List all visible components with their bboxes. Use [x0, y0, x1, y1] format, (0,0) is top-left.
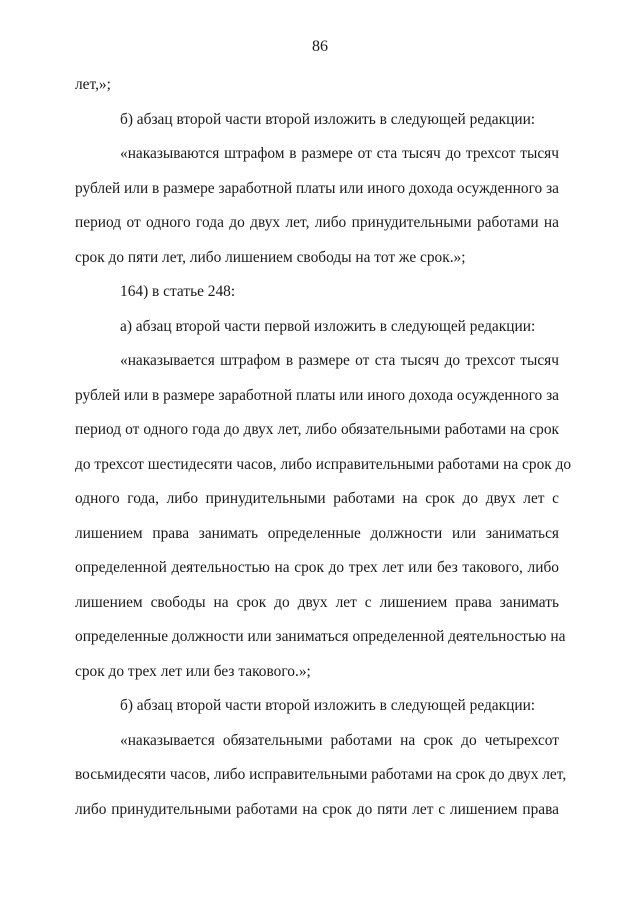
text-line: лишением права занимать определенные должности или заниматься: [75, 524, 559, 542]
text-line: «наказываются штрафом в размере от ста тысяч до трехсот тысяч: [120, 145, 559, 162]
text-line: 164) в статье 248:: [120, 283, 236, 300]
text-line: лет,»;: [75, 76, 111, 93]
document-body: [75, 68, 572, 827]
text-line: б) абзац второй части второй изложить в следующей редакции:: [120, 110, 536, 128]
text-line: рублей или в размере заработной платы или иного дохода осужденного за: [75, 386, 559, 404]
text-line: одного года, либо принудительными работами на срок до двух лет с: [75, 490, 559, 507]
text-line: период от одного года до двух лет, либо обязательными работами на срок: [75, 421, 559, 438]
text-line: срок до трех лет или без такового.»;: [75, 662, 311, 680]
text-line: либо принудительными работами на срок до пяти лет с лишением права: [75, 800, 559, 818]
text-line: до трехсот шестидесяти часов, либо исправительными работами на срок до: [75, 455, 572, 473]
text-line: определенные должности или заниматься определенной деятельностью на: [75, 628, 566, 645]
text-line: б) абзац второй части второй изложить в следующей редакции:: [120, 697, 536, 714]
text-line: период от одного года до двух лет, либо принудительными работами на: [75, 214, 559, 231]
text-line: лишением свободы на срок до двух лет с лишением права занимать: [75, 593, 559, 611]
text-line: восьмидесяти часов, либо исправительными работами на срок до двух лет,: [75, 766, 567, 783]
text-line: срок до пяти лет, либо лишением свободы на тот же срок.»;: [75, 248, 466, 266]
text-line: «наказывается штрафом в размере от ста тысяч до трехсот тысяч: [120, 352, 559, 369]
text-line: определенной деятельностью на срок до трех лет или без такового, либо: [75, 559, 559, 576]
page-number: 86: [312, 38, 328, 55]
text-line: рублей или в размере заработной платы или иного дохода осужденного за: [75, 179, 559, 197]
text-line: «наказывается обязательными работами на срок до четырехсот: [120, 731, 559, 749]
text-line: а) абзац второй части первой изложить в следующей редакции:: [120, 317, 536, 335]
